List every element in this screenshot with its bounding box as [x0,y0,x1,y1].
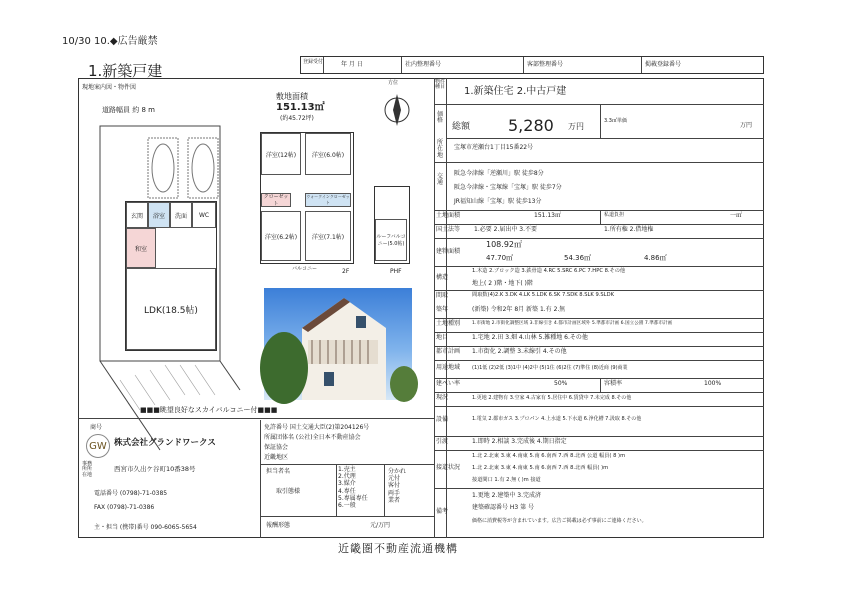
penthouse-plan [374,186,410,264]
transaction-options [338,466,384,509]
cityplan-label: 都市計画 [436,348,461,355]
registration-strip [300,56,764,74]
remark-label: 備考 [436,508,449,515]
mediation-label: 取引態様 [276,488,301,495]
office-label: 事務所所在地 [82,461,93,478]
land-label: 土地面積 [436,212,461,219]
road-row-1: 1.北 2.北東 3.東 4.南東 5.南 6.南西 7.西 8.北西 公道 幅員( 8 )m [472,453,626,459]
option-seller: 1.売主 [338,466,356,473]
company-logo: GW [86,434,110,458]
building-total: 108.92㎡ [486,240,522,249]
room-bath: 浴室 [148,202,170,228]
transport-3: JR福知山線「宝塚」駅 徒歩13分 [454,198,542,205]
guide-label: 現地案内図・物件図 [82,84,137,91]
transaction-modes [388,468,432,504]
option-sole: 5.専属専任 [338,494,368,502]
room-2f-closet: クローゼット [261,193,291,207]
tsubo-price-label: 3.3㎡単価 [604,118,627,124]
floor1-plan [125,201,217,351]
tsubo-price-unit: 万円 [740,122,753,129]
company-name: 株式会社グランドワークス [114,438,216,448]
site-area-tsubo: (約45.72坪) [280,115,314,122]
trade-label: 商号 [90,424,103,431]
listing-no-label: 掲載登録番号 [645,61,682,68]
transport-label: 交通 [436,173,443,187]
coverage-label: 建ぺい率 [436,380,461,387]
land-rights: 1.所有権 2.借地権 [604,226,654,233]
room-2f-3: 洋室(6.2帖) [261,211,301,261]
remark-3: 価格に消費税等が含まれています。広告ご掲載は必ず事前にご連絡ください。 [472,518,647,524]
landclass-value: 1.市街地 2.市街化調整区域 3.非線引き 4.都市計画区域外 5.準都市計画 6.国立公園 7.準都市計画 [472,321,673,326]
private-road-value: 一㎡ [730,212,743,219]
balcony-label: バルコニー [292,266,318,272]
room-2f-wic: ウォークインクローゼット [306,194,350,205]
floor2-label: 2F [342,268,350,275]
floor3-area: 4.86㎡ [644,254,667,262]
compass-icon [382,86,412,126]
delivery-label: 引渡 [436,438,449,445]
price-label: 価格 [436,111,443,125]
location-label: 所在地 [436,139,443,159]
layout-value: 間取数(4)2.K 3.DK 4.LK 5.LDK 6.SK 7.SDK 8.SLK 9.SLDK [472,292,614,298]
remark-1: 1.更地 2.建築中 3.完成済 [472,492,541,499]
floors-value: 地上( 2 )階・地下( )階 [472,280,533,287]
option-agent: 2.代理 [338,473,356,481]
room-2f-1: 洋室(12帖) [261,133,301,175]
mode-split: 分かれ [388,468,407,475]
room-japanese: 和室 [126,228,156,268]
far-label: 容積率 [604,380,623,387]
option-broker: 3.媒介 [338,480,356,488]
mode-dealer: 業者 [388,496,401,504]
type-label: 物件種目 [435,79,446,91]
house-photo [264,288,412,400]
room-wc: WC [192,202,216,228]
site-area-label: 敷地面積 [276,92,308,101]
structure-label: 構造 [436,274,449,281]
road-label: 接道状況 [436,464,461,471]
top-note: 10/30 10.◆広告厳禁 [62,36,158,47]
cityplan-value: 1.市街化 2.調整 3.未線引 4.その他 [472,348,567,355]
protect-assoc: 保証協会 [264,444,289,451]
floor2-area: 54.36㎡ [564,254,592,262]
road-width: 道路幅員 約 8 m [102,106,155,114]
assoc-region: 近畿地区 [264,454,289,461]
company-tel: 電話番号 (0798)-71-0385 [94,490,168,497]
location-value: 宝塚市逆瀬台1丁目15番22号 [454,144,534,151]
structure-value: 1.木造 2.ブロック造 3.鉄骨造 4.RC 5.SRC 6.PC 7.HPC 8.その他 [472,268,626,274]
current-label: 現況 [436,394,449,401]
private-road-label: 私道負担 [604,212,625,218]
room-2f-2: 洋室(6.0帖) [305,133,351,175]
room-ldk: LDK(18.5帖) [126,268,216,350]
transport-1: 阪急今津線「逆瀬川」駅 徒歩8分 [454,170,544,177]
price-value: 5,280 [508,116,554,135]
mode-both: 両手 [388,489,401,497]
road-row-3: 接道間口 1.有 2.無 ( )m 接道 [472,477,541,483]
assoc-name: 所属団体名 (公社)全日本不動産協会 [264,434,361,441]
photo-caption: ■■■眺望良好なスカイバルコニー付■■■ [140,406,278,414]
facilities-value: 1.電気 2.都市ガス 3.プロパン 4.上水道 5.下水道 6.浄化槽 7.汲取 8.その他 [472,416,642,422]
mode-client: 客付 [388,482,401,490]
remark-2: 建築確認番号 H3 第 号 [472,504,535,511]
type-value: 1.新築住宅 2.中古戸建 [464,86,567,97]
reg-date: 年 月 日 [341,61,363,68]
company-fax: FAX (0798)-71-0386 [94,504,155,511]
page-title: 1.新築戸建 [88,62,163,80]
license-no: 免許番号 国土交通大臣(2)第204126号 [264,424,370,431]
compass-label: 方位 [388,80,399,86]
zoning-label: 用途地域 [436,364,461,371]
reg-label: 登録受付 [303,59,324,65]
option-general: 6.一般 [338,501,356,509]
permit-value: 1.必要 2.届出中 3.不要 [474,226,537,233]
floor1-area: 47.70㎡ [486,254,514,262]
internal-no-label: 社内整理番号 [405,61,442,68]
company-staff: 主・担当 (携帯)番号 090-6065-5654 [94,524,197,531]
price-unit: 万円 [568,122,584,131]
floor2-plan [260,132,354,264]
landuse-label: 地目 [436,334,449,341]
office-no-label: 客部整理番号 [527,61,564,68]
fee-label: 報酬形態 [266,522,291,529]
mode-origin: 元付 [388,475,401,483]
company-panel [80,420,434,538]
building-label: 建物面積 [436,248,461,255]
dealer-label: 担当者名 [266,468,291,475]
current-value: 1.更地 2.建物有 3.空家 4.古家有 5.居住中 6.賃貸中 7.未完成 8.その他 [472,395,632,401]
room-entrance: 玄関 [126,202,148,228]
layout-label: 間取 [436,292,449,299]
floor-ph-label: PHF [390,268,402,275]
far-value: 100% [704,380,722,387]
delivery-value: 1.即時 2.相談 3.完成後 4.期日指定 [472,438,567,445]
road-row-2: 1.北 2.北東 3.東 4.南東 5.南 6.南西 7.西 8.北西 幅員( )m [472,465,609,471]
landclass-label: 土地種別 [436,320,461,327]
floor-plan-panel [80,80,432,417]
built-label: 築年 [436,306,449,313]
company-address: 西宮市久出ケ谷町10番38号 [114,465,196,473]
property-table [434,78,764,538]
fee-value: 元/万円 [370,522,391,529]
landuse-value: 1.宅地 2.田 3.畑 4.山林 5.雑種地 6.その他 [472,334,588,341]
roof-balcony: ルーフバルコニー(5.0帖) [375,219,407,261]
coverage-value: 50% [554,380,568,387]
facilities-label: 設備 [436,416,449,423]
price-word: 総額 [452,122,471,132]
zoning-value: (1)1低 (2)2低 (3)1中 (4)2中 (5)1住 (6)2住 (7)準住 (8)近商 (9)商業 [472,365,628,371]
option-exclusive: 4.専任 [338,487,356,495]
footer-org: 近畿圏不動産流通機構 [338,542,458,555]
built-value: (新築) 令和2年 8月 新築 1.有 2.無 [472,306,566,313]
room-2f-4: 洋室(7.1帖) [305,211,351,261]
room-washroom: 洗面 [170,202,192,228]
site-area-value: 151.13㎡ [276,102,325,113]
transport-2: 阪急今津線・宝塚線「宝塚」駅 徒歩7分 [454,184,562,191]
land-value: 151.13㎡ [534,212,561,219]
permit-label: 国土法等 [436,226,461,233]
